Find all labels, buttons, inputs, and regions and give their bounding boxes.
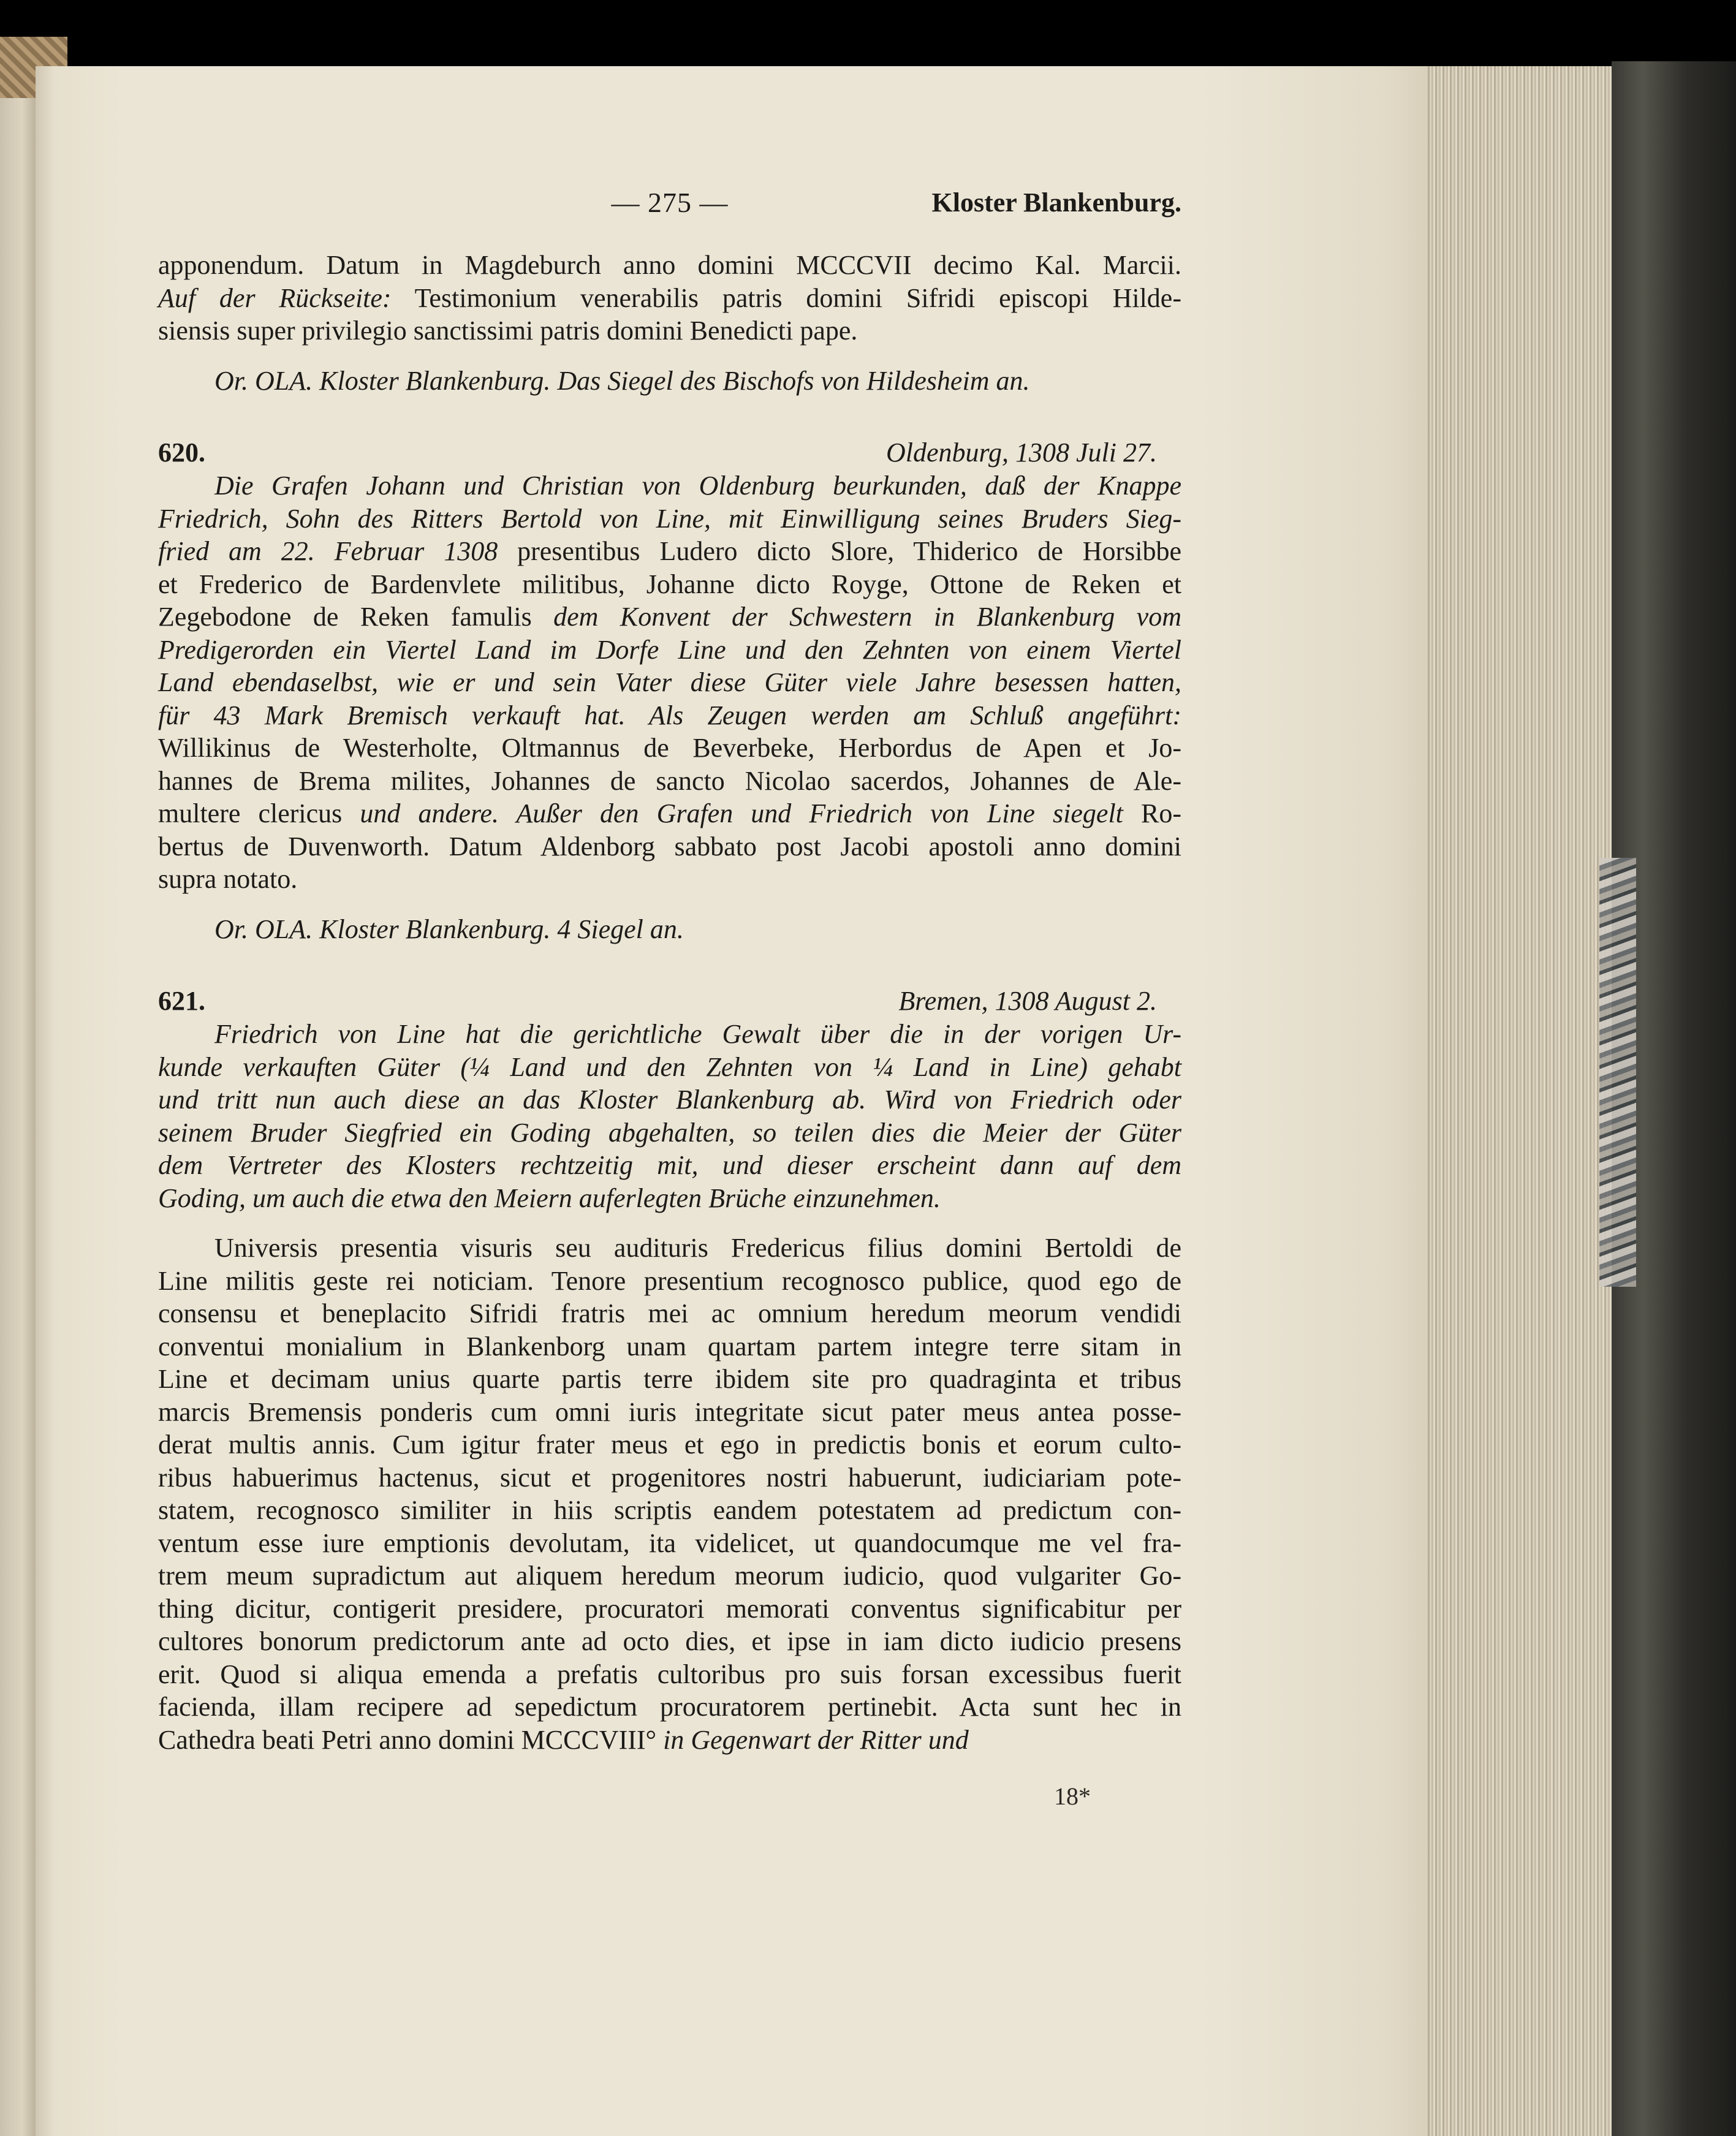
text-line: Willikinus de Westerholte, Oltmannus de Beverbeke, Herbordus de Apen et Jo-	[158, 733, 1181, 763]
entry-body	[158, 469, 1181, 896]
text-line: cultores bonorum predictorum ante ad octo dies, et ipse in iam dicto iudicio presens	[158, 1626, 1181, 1656]
text-line: trem meum supradictum aut aliquem heredum meorum iudicio, quod vulgariter Go-	[158, 1561, 1181, 1591]
text-line: consensu et beneplacito Sifridi fratris mei ac omnium heredum meorum vendidi	[158, 1298, 1181, 1328]
entry-number: 621.	[158, 986, 205, 1016]
text-line: für 43 Mark Bremisch verkauft hat. Als Zeugen werden am Schluß angeführt:	[158, 700, 1181, 730]
page-header	[158, 184, 1181, 227]
page-number: — 275 —	[611, 187, 729, 218]
intro-paragraph	[158, 249, 1181, 347]
running-head: Kloster Blankenburg.	[931, 187, 1181, 218]
text-line: bertus de Duvenworth. Datum Aldenborg sabbato post Jacobi apostoli anno domini	[158, 831, 1181, 862]
text-line: thing dicitur, contigerit presidere, procuratori memorati conventus significabitur per	[158, 1593, 1181, 1624]
text-line: apponendum. Datum in Magdeburch anno domini MCCCVII decimo Kal. Marcii.	[158, 250, 1181, 280]
document-text	[158, 1232, 1181, 1756]
text-line: statem, recognosco similiter in hiis scriptis eandem potestatem ad predictum con-	[158, 1495, 1181, 1525]
text-line: kunde verkauften Güter (¼ Land und den Zehnten von ¼ Land in Line) gehabt	[158, 1051, 1181, 1082]
text-line: hannes de Brema milites, Johannes de sancto Nicolao sacerdos, Johannes de Ale-	[158, 765, 1181, 796]
text-line: dem Vertreter des Klosters rechtzeitig mit, und dieser erscheint dann auf dem	[158, 1150, 1181, 1180]
text-block	[158, 184, 1181, 1756]
text-line: Predigerorden ein Viertel Land im Dorfe Line und den Zehnten von einem Viertel	[158, 634, 1181, 665]
text-line: siensis super privilegio sanctissimi patris domini Benedicti pape.	[158, 316, 858, 346]
text-line: marcis Bremensis ponderis cum omni iuris integritate sicut pater meus antea posse-	[158, 1396, 1181, 1427]
text-line: und tritt nun auch diese an das Kloster Blankenburg ab. Wird von Friedrich oder	[158, 1085, 1181, 1115]
entry-number: 620.	[158, 437, 205, 468]
text-line: Friedrich, Sohn des Ritters Bertold von Line, mit Einwilligung seines Bruders Sieg-	[158, 503, 1181, 534]
entry-place-date: Bremen, 1308 August 2.	[898, 986, 1157, 1016]
text-line: multere clericus und andere. Außer den Grafen und Friedrich von Line siegelt Ro-	[158, 798, 1181, 828]
entry-place-date: Oldenburg, 1308 Juli 27.	[886, 437, 1157, 468]
text-line: ribus habuerimus hactenus, sicut et progenitores nostri habuerunt, iudiciariam pote-	[158, 1462, 1181, 1493]
text-line: Line et decimam unius quarte partis terre ibidem site pro quadraginta et tribus	[158, 1364, 1181, 1394]
text-line: Auf der Rückseite: Testimonium venerabilis patris domini Sifridi episcopi Hilde-	[158, 282, 1181, 313]
previous-page-edge	[0, 67, 37, 2136]
text-line: derat multis annis. Cum igitur frater meus et ego in predictis bonis et eorum culto-	[158, 1430, 1181, 1460]
text-line: Goding, um auch die etwa den Meiern auferlegten Brüche einzunehmen.	[158, 1183, 941, 1213]
text-line: facienda, illam recipere ad sepedictum procuratorem pertinebit. Acta sunt hec in	[158, 1692, 1181, 1722]
entry-heading	[158, 436, 1181, 469]
regest-paragraph	[158, 1018, 1181, 1214]
signature-mark: 18*	[1054, 1782, 1091, 1810]
text-line: Friedrich von Line hat die gerichtliche Gewalt über die in der vorigen Ur-	[214, 1019, 1181, 1049]
text-line: seinem Bruder Siegfried ein Goding abgehalten, so teilen dies die Meier der Güter	[158, 1117, 1181, 1148]
text-line: erit. Quod si aliqua emenda a prefatis cultoribus pro suis forsan excessibus fuerit	[158, 1659, 1181, 1689]
text-line: supra notato.	[158, 864, 298, 894]
text-line: Land ebendaselbst, wie er und sein Vater diese Güter viele Jahre besessen hatten,	[158, 667, 1181, 697]
text-line: conventui monialium in Blankenborg unam quartam partem integre terre sitam in	[158, 1331, 1181, 1362]
text-line: Universis presentia visuris seu audituris Fredericus filius domini Bertoldi de	[214, 1233, 1181, 1263]
entry-heading	[158, 985, 1181, 1018]
text-line: fried am 22. Februar 1308 presentibus Ludero dicto Slore, Thiderico de Horsibbe	[158, 536, 1182, 566]
text-line: ventum esse iure emptionis devolutam, ita videlicet, ut quandocumque me vel fra-	[158, 1528, 1181, 1558]
text-line: Zegebodone de Reken famulis dem Konvent der Schwestern in Blankenburg vom	[158, 602, 1181, 632]
text-line: Line militis geste rei noticiam. Tenore presentium recognosco publice, quod ego de	[158, 1265, 1181, 1296]
source-note: Or. OLA. Kloster Blankenburg. 4 Siegel an.	[214, 914, 684, 944]
text-line: et Frederico de Bardenvlete militibus, Johanne dicto Royge, Ottone de Reken et	[158, 569, 1181, 599]
source-note: Or. OLA. Kloster Blankenburg. Das Siegel des Bischofs von Hildesheim an.	[214, 365, 1030, 396]
page-block-edges	[1428, 66, 1612, 2136]
marbled-endpaper	[1599, 858, 1636, 1287]
text-line: Cathedra beati Petri anno domini MCCCVIII° in Gegenwart der Ritter und	[158, 1724, 969, 1755]
text-line: Die Grafen Johann und Christian von Oldenburg beurkunden, daß der Knappe	[214, 471, 1181, 501]
